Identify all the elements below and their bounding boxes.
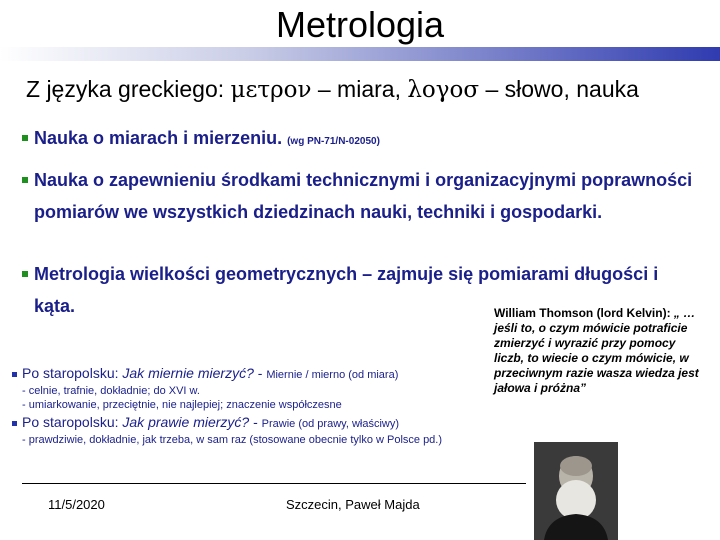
greek-origin-sep1: – miara, [311, 76, 408, 102]
old-polish-2-dash: - [249, 414, 262, 430]
slide-title: Metrologia [275, 4, 445, 45]
kelvin-portrait [534, 442, 618, 540]
bullet-icon [12, 421, 17, 426]
bullet-icon [22, 271, 28, 277]
footer-author: Szczecin, Paweł Majda [286, 497, 420, 512]
old-polish-1-meaning-b: - umiarkowanie, przeciętnie, nie najlepiej; znaczenie współczesne [22, 399, 342, 411]
old-polish-1-question: Jak miernie mierzyć? [122, 365, 254, 381]
definition-1 [34, 122, 380, 158]
old-polish-1-prefix: Po staropolsku: [22, 365, 123, 381]
bullet-icon [22, 177, 28, 183]
greek-word-metron: μετρον [230, 77, 312, 103]
footer-divider [22, 483, 526, 484]
greek-word-logos: λογοσ [407, 77, 480, 103]
definition-2: Nauka o zapewnieniu środkami technicznymi i organizacyjnymi poprawności pomiarów we wszystkich dziedzinach nauki, techniki i gospodarki. [34, 170, 693, 222]
definition-3: Metrologia wielkości geometrycznych – zajmuje się pomiarami długości i kąta. [34, 264, 659, 316]
quote-text: „ …jeśli to, o czym mówicie potraficie zmierzyć i wyrazić przy pomocy liczb, to wiecie o czym mówicie, w przeciwnym razie wasza wiedza jest jałowa i próżna” [494, 306, 699, 395]
greek-origin-prefix: Z języka greckiego: [26, 76, 231, 102]
old-polish-2-meaning-a: - prawdziwie, dokładnie, jak trzeba, w sam raz (stosowane obecnie tylko w Polsce pd.) [22, 434, 443, 446]
old-polish-1 [22, 365, 398, 381]
bullet-icon [12, 372, 17, 377]
old-polish-1-meaning-a: - celnie, trafnie, dokładnie; do XVI w. [22, 385, 200, 397]
title-gradient-bar [0, 47, 720, 61]
footer-date: 11/5/2020 [48, 497, 105, 512]
old-polish-1-note: Miernie / mierno (od miara) [266, 369, 399, 381]
old-polish-2-note: Prawie (od prawy, właściwy) [261, 418, 399, 430]
quote-author: William Thomson (lord Kelvin): [494, 306, 674, 320]
definition-1-text: Nauka o miarach i mierzeniu. [34, 128, 288, 148]
bullet-icon [22, 135, 28, 141]
greek-origin-line [26, 76, 639, 103]
definition-1-note: (wg PN-71/N-02050) [287, 136, 380, 147]
old-polish-2-prefix: Po staropolsku: [22, 414, 123, 430]
old-polish-1-dash: - [253, 365, 267, 381]
kelvin-quote [494, 306, 704, 396]
greek-origin-sep2: – słowo, nauka [479, 76, 639, 102]
old-polish-2 [22, 414, 399, 430]
old-polish-2-question: Jak prawie mierzyć? [122, 414, 250, 430]
